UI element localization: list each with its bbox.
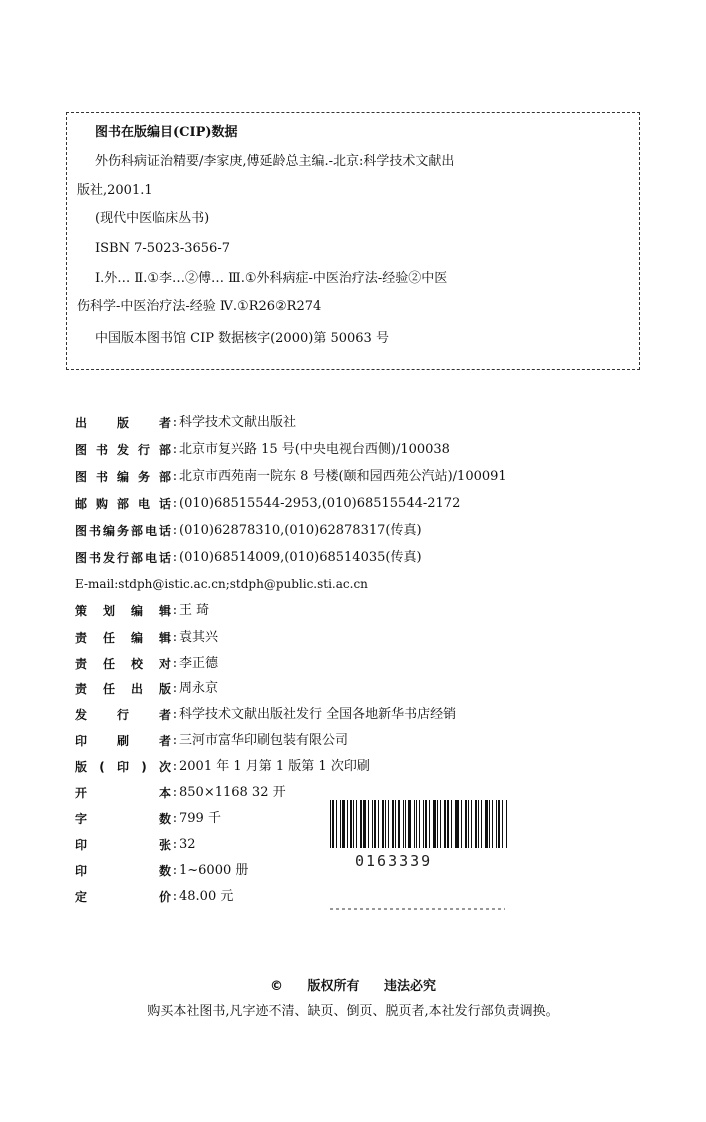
barcode-bar — [425, 800, 427, 848]
info-row — [75, 655, 218, 673]
barcode-bar — [405, 800, 406, 848]
info-row — [75, 810, 221, 828]
barcode-bar — [340, 800, 341, 848]
info-label: 字数 — [75, 812, 171, 826]
info-row — [75, 414, 296, 432]
barcode-bar — [363, 800, 366, 848]
info-value: 32 — [179, 837, 196, 852]
barcode-bar — [502, 800, 503, 848]
info-label: 印数 — [75, 864, 171, 878]
info-value: 袁其兴 — [179, 630, 219, 645]
colon: : — [172, 707, 178, 722]
info-row — [75, 549, 422, 567]
barcode-bar — [440, 800, 441, 848]
info-value: 1~6000 册 — [179, 863, 249, 878]
info-value: (010)62878310,(010)62878317(传真) — [179, 523, 422, 538]
info-value: stdph@istic.ac.cn;stdph@public.sti.ac.cn — [118, 577, 368, 591]
colon: : — [172, 681, 178, 696]
barcode-bar — [368, 800, 369, 848]
colon: : — [172, 863, 178, 878]
info-value: 周永京 — [179, 681, 219, 696]
info-row — [75, 495, 460, 513]
barcode — [330, 800, 508, 848]
barcode-bar — [451, 800, 452, 848]
info-row — [75, 888, 233, 906]
info-label: 策划编辑 — [75, 604, 171, 618]
barcode-bar — [447, 800, 449, 848]
barcode-bar — [485, 800, 488, 848]
barcode-bar — [433, 800, 436, 848]
barcode-bar — [332, 800, 334, 848]
info-label: 图书发行部 — [75, 443, 171, 457]
barcode-bar — [416, 800, 418, 848]
info-value: 李正德 — [179, 656, 219, 671]
barcode-bar — [492, 800, 493, 848]
info-row — [75, 629, 218, 647]
info-value: 北京市西苑南一院东 8 号楼(颐和园西苑公汽站)/100091 — [179, 469, 507, 484]
email-row — [75, 577, 368, 591]
barcode-bar — [475, 800, 477, 848]
info-row — [75, 602, 209, 620]
cip-catalog-number: 中国版本图书馆 CIP 数据核字(2000)第 50063 号 — [95, 331, 389, 346]
colon: : — [172, 630, 178, 645]
barcode-number: 0163339 — [355, 852, 433, 870]
info-row — [75, 784, 286, 802]
info-label: 图书编务部 — [75, 470, 171, 484]
barcode-bar — [498, 800, 500, 848]
info-value: 2001 年 1 月第 1 版第 1 次印刷 — [179, 759, 370, 774]
barcode-bar — [347, 800, 348, 848]
info-value: (010)68515544-2953,(010)68515544-2172 — [179, 496, 461, 511]
info-label: 定价 — [75, 890, 171, 904]
barcode-bar — [444, 800, 446, 848]
barcode-bar — [382, 800, 385, 848]
barcode-bar — [465, 800, 467, 848]
barcode-bar — [408, 800, 411, 848]
info-label: 出版者 — [75, 416, 171, 430]
info-value: 科学技术文献出版社发行 全国各地新华书店经销 — [179, 707, 457, 722]
barcode-bar — [437, 800, 438, 848]
info-row — [75, 758, 370, 776]
cip-title: 图书在版编目(CIP)数据 — [95, 125, 238, 140]
colon: : — [172, 469, 178, 484]
colon: : — [172, 811, 178, 826]
barcode-bar — [395, 800, 396, 848]
barcode-bar — [423, 800, 424, 848]
barcode-bar — [360, 800, 362, 848]
info-label: E-mail — [75, 577, 115, 591]
colon: : — [172, 656, 178, 671]
copyright-warning: 违法必究 — [384, 979, 437, 994]
info-value: 三河市富华印刷包装有限公司 — [179, 733, 349, 748]
info-label: 发行者 — [75, 708, 171, 722]
barcode-bar — [372, 800, 373, 848]
barcode-bar — [489, 800, 491, 848]
barcode-bar — [481, 800, 482, 848]
cip-line: 外伤科病证治精要/李家庚,傅延龄总主编.-北京:科学技术文献出 — [95, 154, 455, 169]
info-value: 799 千 — [179, 811, 221, 826]
barcode-bar — [388, 800, 389, 848]
info-value: 850×1168 32 开 — [179, 785, 286, 800]
barcode-bar — [456, 800, 459, 848]
info-row — [75, 468, 507, 486]
info-label: 图书发行部电话 — [75, 551, 171, 565]
barcode-bar — [414, 800, 415, 848]
barcode-bar — [336, 800, 337, 848]
barcode-bar — [478, 800, 479, 848]
colon: : — [172, 603, 178, 618]
barcode-bar — [330, 800, 331, 848]
info-row — [75, 836, 196, 854]
barcode-bar — [429, 800, 430, 848]
barcode-bar — [419, 800, 420, 848]
colon: : — [172, 889, 178, 904]
info-label: 责任校对 — [75, 657, 171, 671]
cip-line: Ⅰ.外… Ⅱ.①李…②傅… Ⅲ.①外科病症-中医治疗法-经验②中医 — [95, 271, 448, 286]
cip-line: 版社,2001.1 — [77, 183, 153, 198]
cip-line: (现代中医临床丛书) — [95, 211, 210, 226]
info-label: 印刷者 — [75, 734, 171, 748]
info-value: 王 琦 — [179, 603, 210, 618]
exchange-notice: 购买本社图书,凡字迹不清、缺页、倒页、脱页者,本社发行部负责调换。 — [147, 1004, 559, 1019]
info-label: 图书编务部电话 — [75, 524, 171, 538]
colon: : — [172, 415, 178, 430]
barcode-bar — [392, 800, 394, 848]
barcode-bar — [356, 800, 357, 848]
barcode-bar — [403, 800, 404, 848]
copyright-line — [0, 975, 706, 994]
info-value: 48.00 元 — [179, 889, 234, 904]
barcode-bar — [385, 800, 386, 848]
info-row — [75, 732, 348, 750]
info-row — [75, 522, 422, 540]
info-value: 北京市复兴路 15 号(中央电视台西侧)/100038 — [179, 442, 450, 457]
info-value: 科学技术文献出版社 — [179, 415, 297, 430]
colon: : — [172, 496, 178, 511]
faint-line — [330, 908, 505, 910]
colon: : — [172, 523, 178, 538]
barcode-bar — [398, 800, 400, 848]
info-row — [75, 441, 450, 459]
colon: : — [114, 577, 119, 591]
info-row — [75, 706, 456, 724]
barcode-bar — [506, 800, 507, 848]
copyright-text: 版权所有 — [307, 979, 360, 994]
barcode-bar — [471, 800, 472, 848]
barcode-bar — [374, 800, 376, 848]
barcode-bar — [496, 800, 497, 848]
barcode-bar — [468, 800, 469, 848]
colon: : — [172, 733, 178, 748]
barcode-bar — [455, 800, 456, 848]
colon: : — [172, 550, 178, 565]
info-label: 邮购部电话 — [75, 497, 171, 511]
copyright-icon: © — [269, 979, 283, 994]
info-value: (010)68514009,(010)68514035(传真) — [179, 550, 422, 565]
info-label: 开本 — [75, 786, 171, 800]
info-row — [75, 862, 248, 880]
cip-data-box — [66, 112, 640, 370]
barcode-bar — [461, 800, 462, 848]
cip-line: 伤科学-中医治疗法-经验 Ⅳ.①R26②R274 — [77, 299, 322, 314]
colon: : — [172, 785, 178, 800]
colon: : — [172, 837, 178, 852]
info-row — [75, 680, 218, 698]
info-label: 责任编辑 — [75, 631, 171, 645]
barcode-bar — [342, 800, 345, 848]
info-label: 版(印)次 — [75, 760, 171, 774]
info-label: 印张 — [75, 838, 171, 852]
cip-isbn: ISBN 7-5023-3656-7 — [95, 241, 230, 256]
barcode-bar — [378, 800, 379, 848]
colon: : — [172, 442, 178, 457]
info-label: 责任出版 — [75, 682, 171, 696]
barcode-bar — [350, 800, 352, 848]
barcode-bar — [353, 800, 354, 848]
colon: : — [172, 759, 178, 774]
